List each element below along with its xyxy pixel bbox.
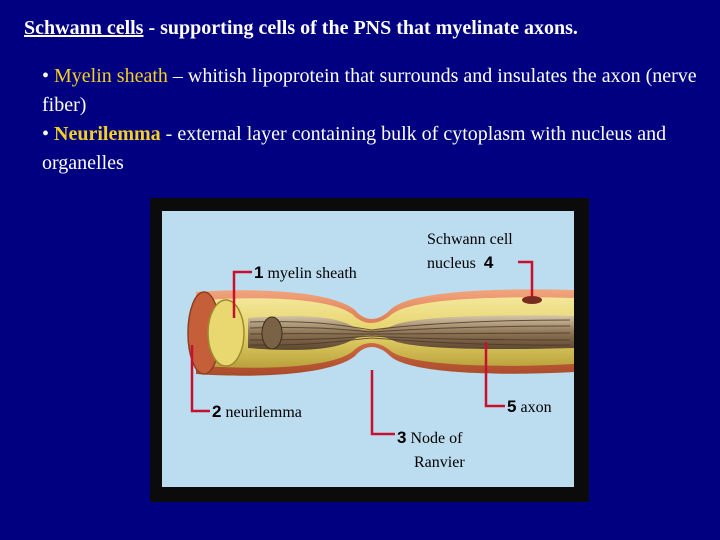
label-line <box>397 426 465 451</box>
label-neurilemma <box>212 402 302 422</box>
label-line: Ranvier <box>414 454 465 471</box>
bullet-text-neurilemma: - external layer containing bulk of cytoplasm with nucleus and organelles <box>42 123 667 174</box>
label-number: 1 <box>254 263 264 282</box>
myelin-cut-end <box>208 300 244 366</box>
label-text: Node of <box>410 430 463 447</box>
label-text: myelin sheath <box>267 265 357 282</box>
label-text: axon <box>520 399 552 416</box>
label-axon <box>507 397 552 417</box>
label-node-of-ranvier <box>397 426 465 475</box>
label-myelin-sheath <box>254 263 357 283</box>
axon-cut-end <box>262 317 282 349</box>
label-line: Schwann cell <box>427 231 513 248</box>
bullet-marker: • <box>42 65 55 87</box>
bullet-text-myelin-sheath: – whitish lipoprotein that surrounds and insulates the axon (nerve fiber) <box>42 65 697 116</box>
label-text: nucleus <box>427 255 476 272</box>
bullet-marker: • <box>42 123 55 145</box>
label-schwann-nucleus <box>427 228 513 275</box>
label-line <box>427 251 513 275</box>
label-text: neurilemma <box>225 404 302 421</box>
bullet-term-myelin-sheath: Myelin sheath <box>54 65 168 87</box>
bullet-term-neurilemma: Neurilemma <box>54 123 161 145</box>
title-rest: - supporting cells of the PNS that myelinate axons. <box>143 17 578 39</box>
schwann-nucleus <box>522 296 542 304</box>
label-number: 4 <box>483 253 494 272</box>
title-term: Schwann cells <box>24 17 144 39</box>
label-number: 5 <box>507 397 517 416</box>
label-number: 2 <box>212 402 222 421</box>
node-leader-line <box>372 370 395 434</box>
label-number: 3 <box>397 428 407 447</box>
